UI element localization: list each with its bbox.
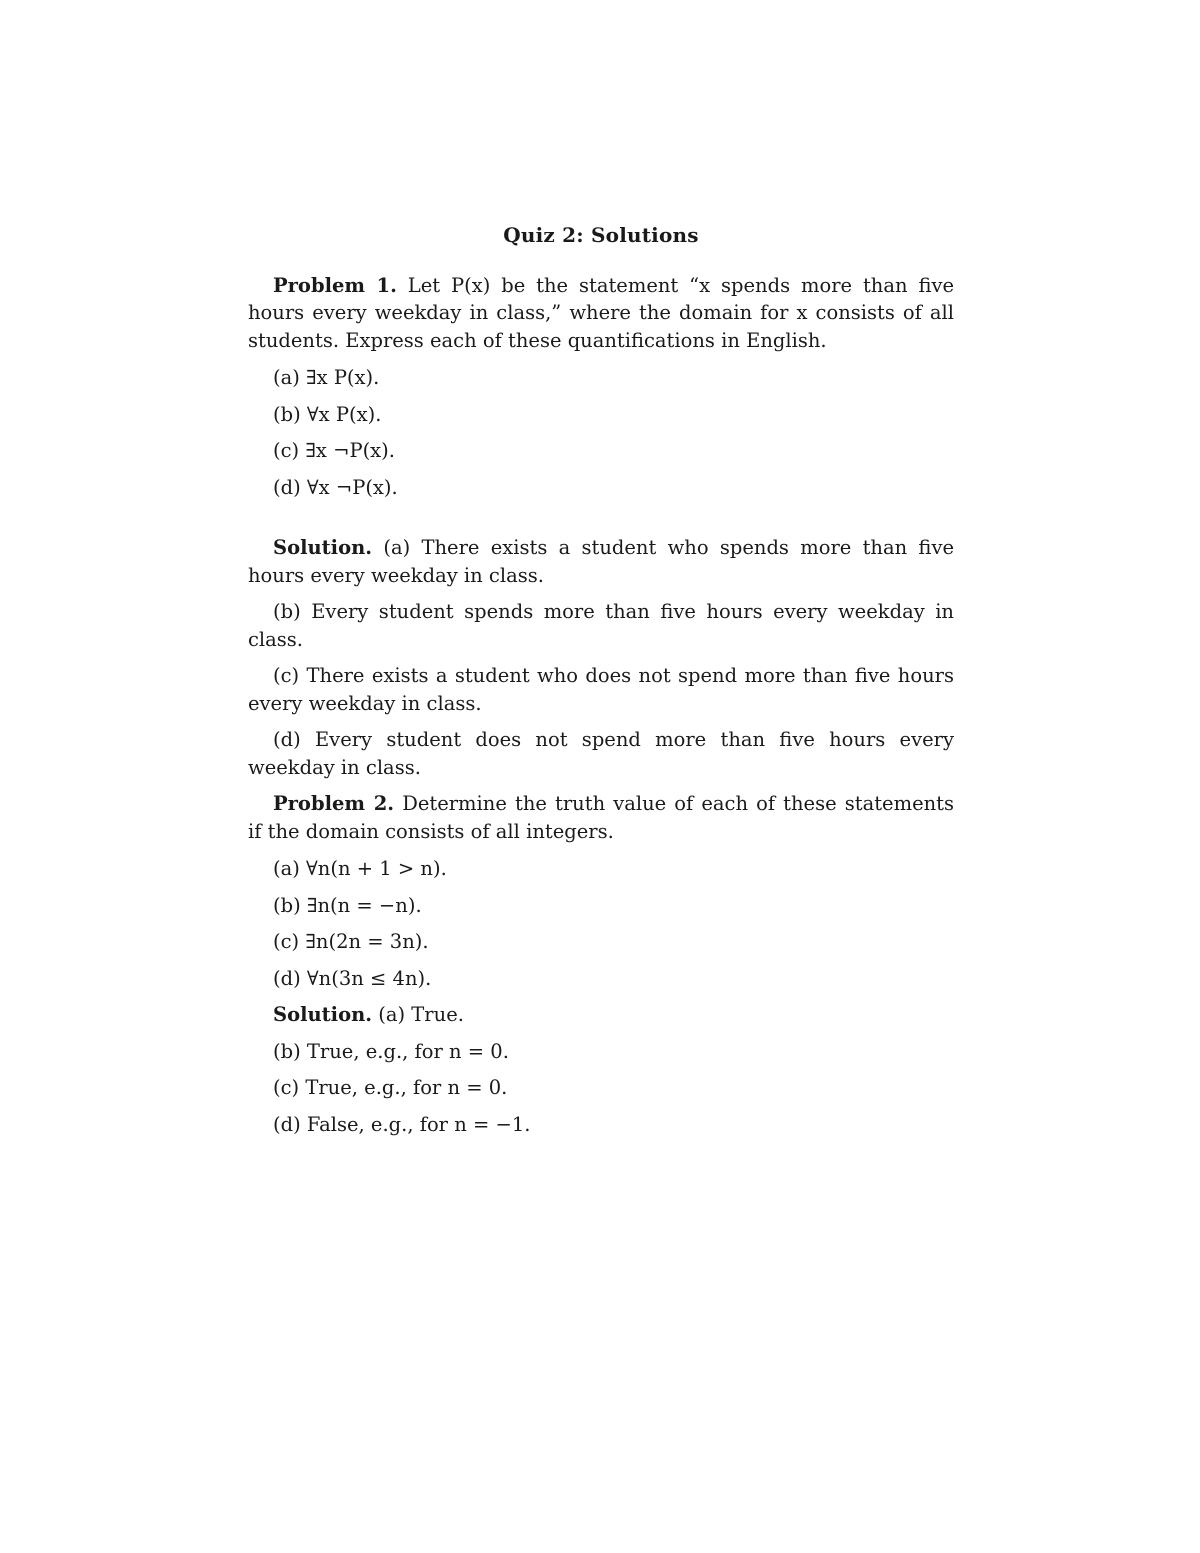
problem-2-part-a: (a) ∀n(n + 1 > n). [273, 857, 447, 880]
problem-1-part-b: (b) ∀x P(x). [273, 402, 382, 426]
problem-2-statement: Determine the truth value of each of these statements if the domain consists of all integers. [248, 792, 955, 843]
document-page [248, 222, 954, 1138]
problem-1-part-a: (a) ∃x P(x). [273, 366, 380, 389]
solution-2-label: Solution. [273, 1003, 373, 1026]
problem-1-statement: Let P(x) be the statement “x spends more than five hours every weekday in class,” where the domain for x consists of all students. Express each of these quantifications in English. [248, 273, 955, 352]
problem-2-part-d: (d) ∀n(3n ≤ 4n). [273, 966, 432, 990]
problem-1-part-c: (c) ∃x ¬P(x). [273, 439, 395, 462]
problem-1-part-d: (d) ∀x ¬P(x). [273, 475, 398, 499]
solution-1-paragraph [248, 534, 954, 589]
problem-2-part-b: (b) ∃n(n = −n). [273, 893, 422, 917]
solution-2-part-d: (d) False, e.g., for n = −1. [273, 1112, 531, 1136]
problem-2-part-c: (c) ∃n(2n = 3n). [273, 930, 429, 953]
solution-2-part-b: (b) True, e.g., for n = 0. [273, 1039, 509, 1063]
problem-1-label: Problem 1. [273, 273, 397, 297]
solution-1-part-c: (c) There exists a student who does not spend more than five hours every weekday in class. [248, 664, 954, 715]
solution-2-part-a: (a) True. [378, 1003, 464, 1026]
solution-1-part-b: (b) Every student spends more than five hours every weekday in class. [248, 600, 954, 651]
solution-2-paragraph [248, 1001, 954, 1029]
problem-2-paragraph [248, 790, 954, 845]
page-title: Quiz 2: Solutions [503, 223, 699, 247]
problem-2-label: Problem 2. [273, 792, 395, 815]
solution-2-part-c: (c) True, e.g., for n = 0. [273, 1076, 508, 1099]
solution-1-part-d: (d) Every student does not spend more than five hours every weekday in class. [248, 728, 954, 779]
solution-1-label: Solution. [273, 536, 373, 559]
solution-1-part-a: (a) There exists a student who spends more than five hours every weekday in class. [248, 536, 954, 587]
problem-1-paragraph [248, 272, 954, 355]
